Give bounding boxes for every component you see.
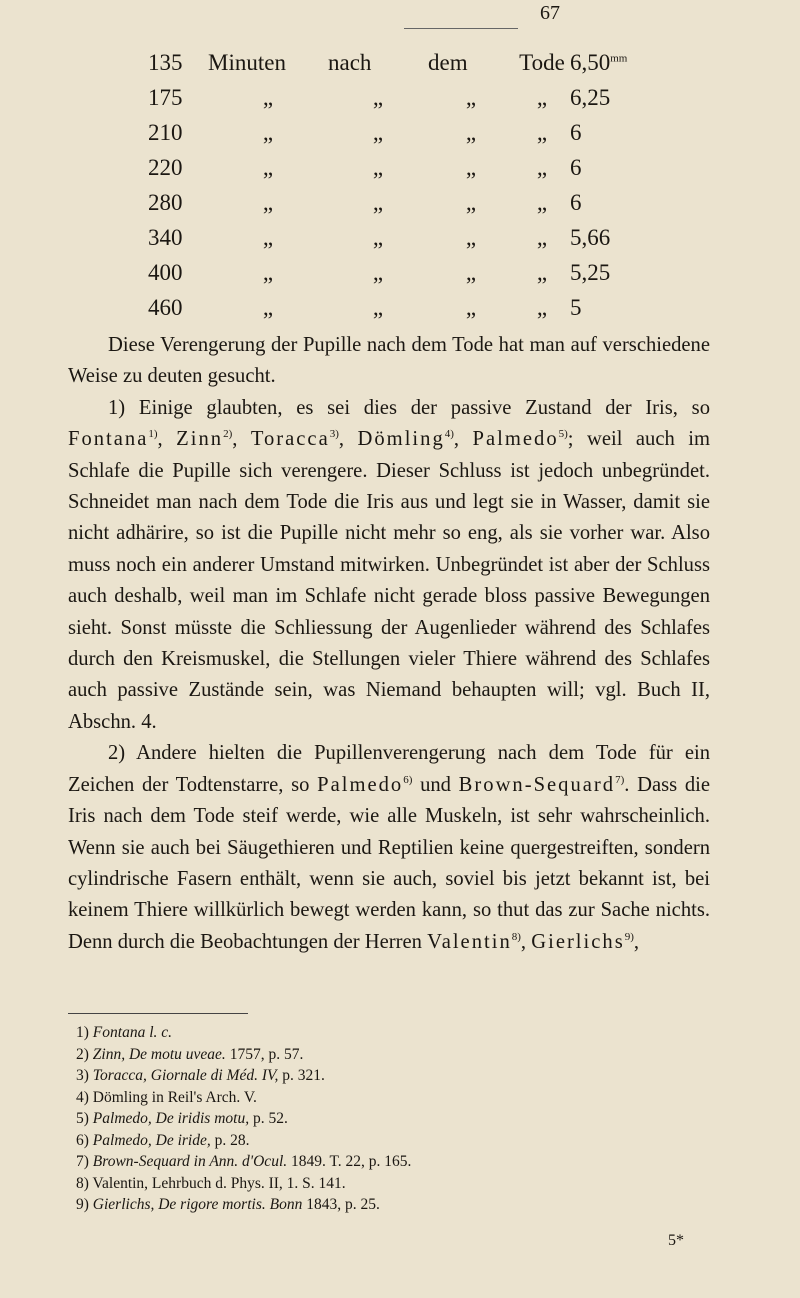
ditto-mark: „ <box>536 225 548 250</box>
ditto-mark: „ <box>536 120 548 145</box>
author-toracca: Toracca <box>250 428 330 451</box>
ditto-mark: „ <box>536 85 548 110</box>
footnote: 4) Dömling in Reil's Arch. V. <box>76 1088 257 1106</box>
ditto-mark: „ <box>465 155 477 180</box>
pupil-diameter: 6 <box>570 155 582 180</box>
header-word: dem <box>428 50 468 75</box>
header-word: Minuten <box>208 50 286 75</box>
minutes-value: 135 <box>148 50 183 75</box>
ditto-mark: „ <box>536 190 548 215</box>
ditto-mark: „ <box>372 190 384 215</box>
ditto-mark: „ <box>262 295 274 320</box>
ditto-mark: „ <box>372 225 384 250</box>
minutes-value: 220 <box>148 155 183 180</box>
author-zinn: Zinn <box>176 428 224 451</box>
ditto-mark: „ <box>536 260 548 285</box>
pupil-diameter: $6,50^{mm}$ <box>570 50 628 75</box>
footnote: 8) Valentin, Lehrbuch d. Phys. II, 1. S. 141. <box>76 1174 346 1192</box>
ditto-mark: „ <box>372 155 384 180</box>
pupil-diameter: 6 <box>570 120 582 145</box>
ditto-mark: „ <box>372 85 384 110</box>
pupil-diameter: 5 <box>570 295 582 320</box>
paragraph-2: 2) Andere hielten die Pupillenverengerung nach dem Tode für ein Zeichen der Todtenstarre, so Palmedo$^{6)}$ und Brown-Sequard$^{7)}$. Dass die Iris nach dem Tode steif werde, wie alle Muskeln, ist sehr wahrscheinlich. Wenn sie auch bei Säugethieren und Reptilien keine quergestreiften, sondern cylindrische Fasern enthält, wenn sie auch, soviel bis jetzt bekannt ist, bei keinem Thiere willkürlich bewegt werden kann, so thut das zur Sache nichts. Denn durch die Beobachtungen der Herren Valentin$^{8)}$, Gierlichs$^{9)}$, <box>68 742 710 953</box>
measurement-row <box>148 225 627 260</box>
footnote: 3) Toracca, Giornale di Méd. IV, p. 321. <box>76 1067 325 1084</box>
author-palmedo-2: Palmedo <box>317 773 404 796</box>
pupil-diameter: 6 <box>570 190 582 215</box>
measurement-row <box>148 155 627 190</box>
ditto-mark: „ <box>465 295 477 320</box>
ditto-mark: „ <box>536 155 548 180</box>
signature-mark: 5* <box>668 1232 684 1249</box>
measurement-table <box>148 50 627 330</box>
ditto-mark: „ <box>372 295 384 320</box>
minutes-value: 460 <box>148 295 183 320</box>
footnotes <box>76 1022 696 1216</box>
author-palmedo: Palmedo <box>472 428 559 451</box>
paragraph-intro: Diese Verengerung der Pupille nach dem Tode hat man auf verschiedene Weise zu deuten gesucht. <box>68 334 710 388</box>
footnote-rule <box>68 1013 248 1014</box>
measurement-row <box>148 190 627 225</box>
minutes-value: 210 <box>148 120 183 145</box>
main-text <box>68 330 710 958</box>
unit-label: mm <box>610 52 628 65</box>
ditto-mark: „ <box>465 260 477 285</box>
ditto-mark: „ <box>465 190 477 215</box>
footnote: 7) Brown-Sequard in Ann. d'Ocul. 1849. T. 22, p. 165. <box>76 1153 412 1170</box>
footnote: 1) Fontana l. c. <box>76 1024 173 1041</box>
measurement-row <box>148 120 627 155</box>
ditto-mark: „ <box>262 120 274 145</box>
footnote: 2) Zinn, De motu uveae. 1757, p. 57. <box>76 1045 304 1063</box>
ditto-mark: „ <box>465 85 477 110</box>
author-domling: Dömling <box>357 428 445 451</box>
footnote: 9) Gierlichs, De rigore mortis. Bonn 1843, p. 25. <box>76 1196 380 1213</box>
minutes-value: 400 <box>148 260 183 285</box>
ditto-mark: „ <box>262 85 274 110</box>
ditto-mark: „ <box>262 260 274 285</box>
minutes-value: 340 <box>148 225 183 250</box>
ditto-mark: „ <box>262 155 274 180</box>
footnote: 5) Palmedo, De iridis motu, p. 52. <box>76 1110 288 1127</box>
author-fontana: Fontana <box>68 428 149 451</box>
page-number: 67 <box>540 2 560 24</box>
ditto-mark: „ <box>372 260 384 285</box>
author-valentin: Valentin <box>427 930 512 953</box>
author-gierlichs: Gierlichs <box>531 930 625 953</box>
minutes-value: 175 <box>148 85 183 110</box>
pupil-diameter: 5,66 <box>570 225 611 250</box>
header-word: nach <box>328 50 372 75</box>
header-word: Tode <box>519 50 565 75</box>
measurement-row <box>148 85 627 120</box>
paragraph-1: 1) Einige glaubten, es sei dies der passive Zustand der Iris, so Fontana$^{1)}$, Zinn$^{2)}$, Toracca$^{3)}$, Dömling$^{4)}$, Palmedo$^{5)}$; weil auch im Schlafe die Pupille sich verengere. Dieser Schluss ist jedoch unbegründet. Schneidet man nach dem Tode die Iris aus und legt sie in Wasser, damit sie nicht adhärire, so ist die Pupille nicht mehr so eng, als sie vorher war. Also muss noch ein anderer Umstand mitwirken. Unbegründet ist aber der Schluss auch deshalb, weil man im Schlafe nicht gerade bloss passive Bewegungen sieht. Sonst müsste die Schliessung der Augenlieder während des Schlafes durch den Kreismuskel, die Stellungen vieler Thiere während des Schlafes auch passive Zustände sein, was Niemand behaupten will; vgl. Buch II, Abschn. 4. <box>68 396 711 733</box>
ditto-mark: „ <box>465 120 477 145</box>
pupil-diameter: 5,25 <box>570 260 611 285</box>
header-rule <box>404 28 518 29</box>
pupil-diameter: 6,25 <box>570 85 611 110</box>
measurement-row <box>148 260 627 295</box>
ditto-mark: „ <box>465 225 477 250</box>
ditto-mark: „ <box>262 225 274 250</box>
minutes-value: 280 <box>148 190 183 215</box>
ditto-mark: „ <box>262 190 274 215</box>
ditto-mark: „ <box>372 120 384 145</box>
ditto-mark: „ <box>536 295 548 320</box>
measurement-row <box>148 50 627 85</box>
measurement-row <box>148 295 627 330</box>
footnote: 6) Palmedo, De iride, p. 28. <box>76 1131 250 1149</box>
author-brown-sequard: Brown-Sequard <box>458 773 616 796</box>
